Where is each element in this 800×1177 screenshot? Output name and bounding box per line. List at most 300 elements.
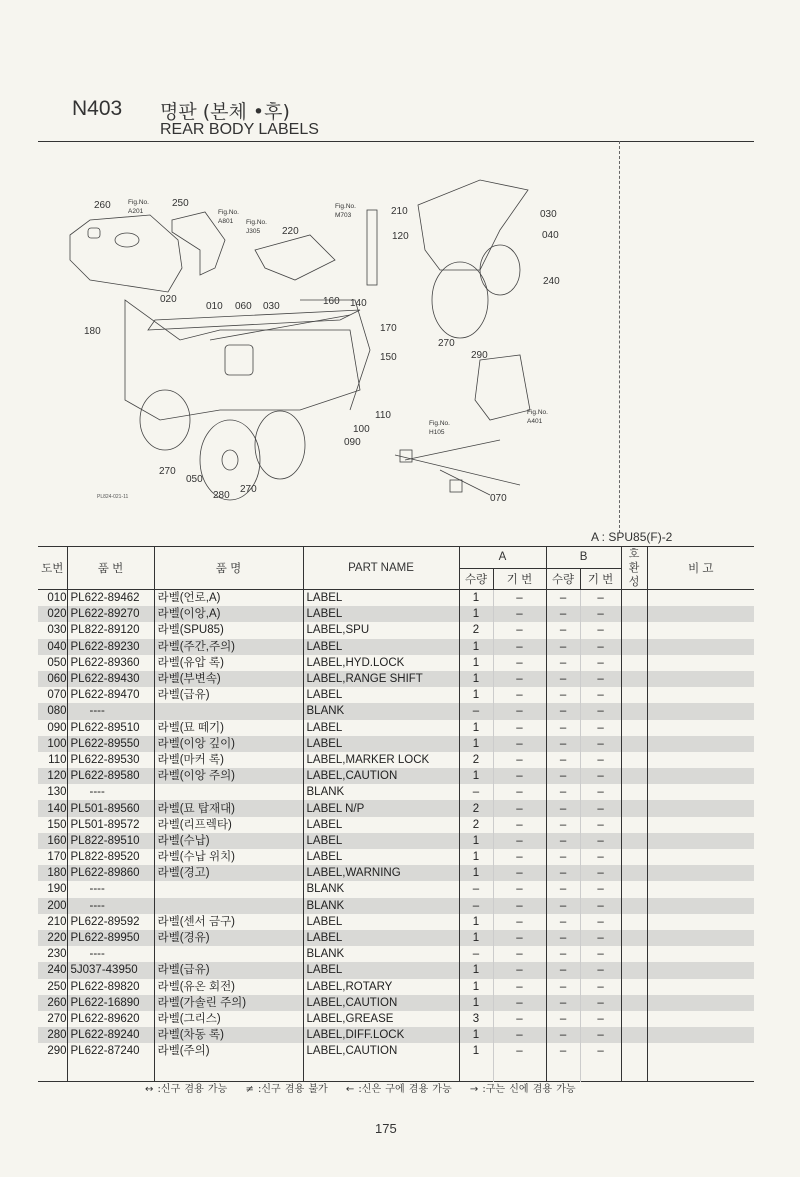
legend-item: ↔ :신구 겸용 가능: [145, 1084, 228, 1095]
row-b-qty: –: [546, 784, 580, 800]
row-ref: 290: [47, 1045, 67, 1058]
row-part-name-kr: 라벨(리프렉타): [154, 817, 303, 833]
row-a-model: –: [493, 768, 546, 784]
table-row: [38, 1011, 754, 1027]
radiator-drawing: [475, 355, 530, 420]
row-a-qty: 1: [459, 1027, 493, 1043]
table-row: [38, 817, 754, 833]
row-part-name-kr: [154, 898, 303, 914]
row-part-name-kr: 라벨(센서 금구): [154, 914, 303, 930]
row-remarks: [647, 671, 754, 687]
row-interchange: [621, 962, 647, 978]
fig-ref-label: Fig.No.: [128, 199, 149, 206]
legend-item: ≠ :신구 겸용 불가: [245, 1084, 328, 1095]
row-interchange: [621, 979, 647, 995]
table-header-row: [38, 547, 754, 569]
row-remarks: [647, 590, 754, 607]
row-a-model: –: [493, 962, 546, 978]
callout-050: 050: [186, 474, 203, 485]
row-part-name-kr: 라벨(가솔린 주의): [154, 995, 303, 1011]
row-part-name-kr: 라벨(급유): [154, 962, 303, 978]
row-part-name: LABEL,CAUTION: [303, 1043, 459, 1059]
row-remarks: [647, 752, 754, 768]
row-remarks: [647, 946, 754, 962]
callout-100: 100: [353, 424, 370, 435]
row-b-model: –: [580, 800, 621, 816]
fig-ref-label: Fig.No.: [429, 420, 450, 427]
row-interchange: [621, 930, 647, 946]
row-b-qty: –: [546, 817, 580, 833]
row-remarks: [647, 817, 754, 833]
row-interchange: [621, 590, 647, 607]
row-ref: 150: [47, 818, 67, 831]
row-a-qty: 1: [459, 849, 493, 865]
row-a-qty: 1: [459, 930, 493, 946]
callout-060: 060: [235, 301, 252, 312]
row-a-qty: 2: [459, 800, 493, 816]
callout-120: 120: [392, 231, 409, 242]
col-header-a-model: 기 번: [493, 568, 546, 590]
table-row: [38, 703, 754, 719]
row-part-no: PL822-89510: [67, 833, 154, 849]
interchange-char: 성: [628, 576, 640, 588]
row-a-model: –: [493, 736, 546, 752]
row-remarks: [647, 898, 754, 914]
row-part-no: 5J037-43950: [67, 962, 154, 978]
table-row: [38, 622, 754, 638]
row-b-model: –: [580, 914, 621, 930]
row-part-name: LABEL: [303, 590, 459, 607]
row-part-name: LABEL,GREASE: [303, 1011, 459, 1027]
spacer-cell: [546, 1059, 580, 1082]
row-b-qty: –: [546, 898, 580, 914]
callout-030-main: 030: [263, 301, 280, 312]
col-header-a-qty: 수량: [459, 568, 493, 590]
row-a-qty: 1: [459, 720, 493, 736]
interchange-legend: [145, 1080, 590, 1095]
callout-010: 010: [206, 301, 223, 312]
row-b-qty: –: [546, 914, 580, 930]
row-b-qty: –: [546, 881, 580, 897]
row-interchange: [621, 1011, 647, 1027]
row-b-qty: –: [546, 606, 580, 622]
row-part-no: PL622-89510: [67, 720, 154, 736]
row-remarks: [647, 655, 754, 671]
row-b-qty: –: [546, 865, 580, 881]
row-remarks: [647, 606, 754, 622]
row-remarks: [647, 914, 754, 930]
fig-ref-label: Fig.No.: [335, 203, 356, 210]
row-b-model: –: [580, 687, 621, 703]
row-part-name: LABEL,CAUTION: [303, 995, 459, 1011]
row-interchange: [621, 736, 647, 752]
row-remarks: [647, 768, 754, 784]
row-part-name-kr: 라벨(이앙 깊이): [154, 736, 303, 752]
callout-140: 140: [350, 298, 367, 309]
row-part-no: PL622-89950: [67, 930, 154, 946]
row-a-model: –: [493, 671, 546, 687]
row-a-qty: 1: [459, 736, 493, 752]
row-b-qty: –: [546, 833, 580, 849]
header-rule: [38, 141, 754, 142]
row-a-qty: –: [459, 703, 493, 719]
row-a-qty: 1: [459, 979, 493, 995]
row-interchange: [621, 800, 647, 816]
table-row: [38, 1043, 754, 1059]
row-part-name-kr: 라벨(유온 회전): [154, 979, 303, 995]
page-number: 175: [375, 1121, 397, 1136]
row-remarks: [647, 849, 754, 865]
table-row: [38, 720, 754, 736]
fig-ref-j305: J305: [246, 228, 261, 235]
col-header-b-model: 기 번: [580, 568, 621, 590]
row-b-model: –: [580, 898, 621, 914]
fig-ref-label: Fig.No.: [527, 409, 548, 416]
row-b-model: –: [580, 736, 621, 752]
table-row: [38, 881, 754, 897]
row-ref: 220: [38, 930, 67, 946]
row-part-name-kr: 라벨(이앙,A): [154, 606, 303, 622]
row-part-name-kr: 라벨(수납 위치): [154, 849, 303, 865]
row-b-qty: –: [546, 736, 580, 752]
section-title-korean: 명판 (본체 •후): [160, 101, 290, 123]
row-ref: 270: [47, 1012, 67, 1025]
row-remarks: [647, 736, 754, 752]
row-ref: 140: [38, 800, 67, 816]
row-b-qty: –: [546, 590, 580, 607]
row-b-model: –: [580, 671, 621, 687]
parts-illustration: [60, 150, 615, 525]
row-a-model: –: [493, 898, 546, 914]
row-part-no: PL501-89572: [67, 817, 154, 833]
row-part-name-kr: 라벨(주의): [154, 1043, 303, 1059]
table-spacer-row: [38, 1059, 754, 1082]
callout-240: 240: [543, 276, 560, 287]
table-row: [38, 639, 754, 655]
row-part-name: LABEL N/P: [303, 800, 459, 816]
illustration-svg: [60, 150, 615, 525]
row-a-qty: 2: [459, 752, 493, 768]
row-interchange: [621, 622, 647, 638]
row-ref: 240: [38, 962, 67, 978]
callout-040: 040: [542, 230, 559, 241]
row-a-model: –: [493, 979, 546, 995]
row-interchange: [621, 639, 647, 655]
row-ref: 210: [47, 915, 67, 928]
row-remarks: [647, 979, 754, 995]
row-ref: 190: [47, 883, 67, 896]
row-part-name: LABEL: [303, 687, 459, 703]
row-b-model: –: [580, 655, 621, 671]
row-part-no: PL622-16890: [67, 995, 154, 1011]
col-header-ref: 도번: [41, 563, 64, 575]
table-row: [38, 671, 754, 687]
row-part-name: LABEL: [303, 849, 459, 865]
row-b-model: –: [580, 590, 621, 607]
row-part-no: ----: [67, 784, 154, 800]
callout-030: 030: [540, 209, 557, 220]
row-a-model: –: [493, 703, 546, 719]
callout-150: 150: [380, 352, 397, 363]
spacer-cell: [38, 1059, 67, 1082]
row-interchange: [621, 881, 647, 897]
callout-020: 020: [160, 294, 177, 305]
row-part-name: LABEL: [303, 639, 459, 655]
row-part-name-kr: 라벨(경고): [154, 865, 303, 881]
row-b-model: –: [580, 930, 621, 946]
table-row: [38, 946, 754, 962]
row-a-model: –: [493, 687, 546, 703]
row-part-name-kr: 라벨(SPU85): [154, 622, 303, 638]
row-interchange: [621, 946, 647, 962]
row-part-name-kr: 라벨(그리스): [154, 1011, 303, 1027]
section-title-english: REAR BODY LABELS: [160, 121, 319, 138]
row-b-model: –: [580, 881, 621, 897]
row-a-qty: 1: [459, 914, 493, 930]
row-part-no: PL622-89462: [67, 590, 154, 607]
row-b-qty: –: [546, 800, 580, 816]
row-a-model: –: [493, 995, 546, 1011]
row-part-name: LABEL,DIFF.LOCK: [303, 1027, 459, 1043]
row-interchange: [621, 720, 647, 736]
table-row: [38, 962, 754, 978]
row-b-model: –: [580, 833, 621, 849]
row-b-qty: –: [546, 962, 580, 978]
row-b-qty: –: [546, 1043, 580, 1059]
table-row: [38, 736, 754, 752]
callout-210: 210: [391, 206, 408, 217]
row-part-name: LABEL: [303, 833, 459, 849]
illustration-caption: PL824-021-11: [97, 494, 129, 500]
row-b-qty: –: [546, 1011, 580, 1027]
row-remarks: [647, 784, 754, 800]
row-ref: 120: [38, 768, 67, 784]
row-interchange: [621, 784, 647, 800]
row-part-name: LABEL: [303, 817, 459, 833]
row-part-name-kr: 라벨(묘 탑재대): [154, 800, 303, 816]
row-part-no: PL622-89550: [67, 736, 154, 752]
machine-body-drawing: [125, 300, 360, 420]
row-part-name-kr: 라벨(경유): [154, 930, 303, 946]
row-a-model: –: [493, 622, 546, 638]
spacer-cell: [67, 1059, 154, 1082]
row-part-no: PL622-87240: [67, 1043, 154, 1059]
table-row: [38, 833, 754, 849]
figure-divider: [619, 141, 620, 533]
row-part-name: BLANK: [303, 784, 459, 800]
row-part-no: ----: [67, 946, 154, 962]
spacer-cell: [154, 1059, 303, 1082]
row-remarks: [647, 881, 754, 897]
row-ref: 130: [47, 786, 67, 799]
row-interchange: [621, 752, 647, 768]
row-part-name: LABEL,HYD.LOCK: [303, 655, 459, 671]
row-remarks: [647, 962, 754, 978]
callout-170: 170: [380, 323, 397, 334]
row-a-model: –: [493, 865, 546, 881]
row-interchange: [621, 914, 647, 930]
row-part-name: LABEL,SPU: [303, 622, 459, 638]
row-ref: 030: [47, 624, 67, 637]
row-b-qty: –: [546, 995, 580, 1011]
row-remarks: [647, 622, 754, 638]
row-part-name-kr: 라벨(이앙 주의): [154, 768, 303, 784]
row-a-model: –: [493, 833, 546, 849]
row-a-model: –: [493, 590, 546, 607]
callout-270-b: 270: [240, 484, 257, 495]
row-ref: 260: [38, 995, 67, 1011]
row-b-qty: –: [546, 671, 580, 687]
row-b-qty: –: [546, 768, 580, 784]
fuel-tank-drawing: [70, 215, 182, 292]
row-remarks: [647, 995, 754, 1011]
row-b-qty: –: [546, 687, 580, 703]
table-row: [38, 687, 754, 703]
row-ref: 200: [38, 898, 67, 914]
row-a-qty: 1: [459, 1043, 493, 1059]
row-a-qty: –: [459, 881, 493, 897]
callout-250: 250: [172, 198, 189, 209]
row-part-no: ----: [67, 898, 154, 914]
fig-ref-label: Fig.No.: [218, 209, 239, 216]
row-part-name-kr: 라벨(묘 떼기): [154, 720, 303, 736]
row-b-qty: –: [546, 655, 580, 671]
row-a-qty: –: [459, 898, 493, 914]
row-a-qty: 1: [459, 655, 493, 671]
row-part-no: PL622-89620: [67, 1011, 154, 1027]
row-ref: 250: [47, 980, 67, 993]
row-ref: 010: [47, 592, 67, 605]
row-part-name: BLANK: [303, 703, 459, 719]
row-part-name: LABEL,RANGE SHIFT: [303, 671, 459, 687]
row-part-name-kr: [154, 881, 303, 897]
row-interchange: [621, 849, 647, 865]
table-row: [38, 768, 754, 784]
row-a-model: –: [493, 800, 546, 816]
table-row: [38, 849, 754, 865]
row-a-model: –: [493, 930, 546, 946]
row-b-qty: –: [546, 849, 580, 865]
row-ref: 100: [38, 736, 67, 752]
table-row: [38, 784, 754, 800]
table-row: [38, 655, 754, 671]
row-part-name: BLANK: [303, 881, 459, 897]
row-a-qty: 1: [459, 768, 493, 784]
row-b-model: –: [580, 784, 621, 800]
row-remarks: [647, 720, 754, 736]
row-part-name-kr: 라벨(급유): [154, 687, 303, 703]
row-b-model: –: [580, 1043, 621, 1059]
row-ref: 060: [38, 671, 67, 687]
row-b-model: –: [580, 962, 621, 978]
row-ref: 080: [38, 703, 67, 719]
row-a-model: –: [493, 784, 546, 800]
callout-070: 070: [490, 493, 507, 504]
row-b-qty: –: [546, 1027, 580, 1043]
row-remarks: [647, 639, 754, 655]
row-part-no: PL622-89430: [67, 671, 154, 687]
fig-ref-h105: H105: [429, 429, 445, 436]
table-row: [38, 800, 754, 816]
row-a-qty: 1: [459, 590, 493, 607]
row-part-name: LABEL,CAUTION: [303, 768, 459, 784]
model-note: A : SPU85(F)-2: [591, 530, 673, 544]
table-row: [38, 995, 754, 1011]
row-ref: 170: [47, 851, 67, 864]
callout-260: 260: [94, 200, 111, 211]
row-b-qty: –: [546, 979, 580, 995]
row-b-model: –: [580, 639, 621, 655]
row-interchange: [621, 606, 647, 622]
callout-090: 090: [344, 437, 361, 448]
interchange-char: 호: [628, 548, 640, 560]
callout-180: 180: [84, 326, 101, 337]
callout-280: 280: [213, 490, 230, 501]
row-b-qty: –: [546, 639, 580, 655]
row-a-model: –: [493, 849, 546, 865]
row-b-qty: –: [546, 703, 580, 719]
row-part-no: PL622-89230: [67, 639, 154, 655]
row-part-name: LABEL,WARNING: [303, 865, 459, 881]
row-a-qty: 1: [459, 865, 493, 881]
row-interchange: [621, 1027, 647, 1043]
row-part-name: LABEL: [303, 962, 459, 978]
row-part-name-kr: 라벨(수납): [154, 833, 303, 849]
table-row: [38, 930, 754, 946]
col-header-group-b: B: [546, 547, 621, 569]
col-header-part-name: PART NAME: [303, 547, 459, 590]
row-interchange: [621, 768, 647, 784]
row-remarks: [647, 865, 754, 881]
fig-ref-a801: A801: [218, 218, 234, 225]
col-header-interchange: [621, 547, 647, 590]
row-a-model: –: [493, 1027, 546, 1043]
row-a-qty: 1: [459, 995, 493, 1011]
interchange-char: 환: [628, 562, 640, 574]
row-ref: 070: [47, 689, 67, 702]
row-b-model: –: [580, 979, 621, 995]
callout-labels: [84, 198, 560, 504]
row-part-name-kr: 라벨(마커 록): [154, 752, 303, 768]
rod-drawing: [367, 210, 377, 285]
fig-ref-a201: A201: [128, 208, 144, 215]
spacer-cell: [580, 1059, 621, 1082]
table-row: [38, 914, 754, 930]
row-a-qty: 1: [459, 833, 493, 849]
row-interchange: [621, 995, 647, 1011]
table-row: [38, 606, 754, 622]
row-part-name: LABEL: [303, 914, 459, 930]
row-part-no: PL622-89820: [67, 979, 154, 995]
row-a-model: –: [493, 881, 546, 897]
row-a-qty: 1: [459, 606, 493, 622]
row-interchange: [621, 687, 647, 703]
row-b-qty: –: [546, 930, 580, 946]
callout-270-a: 270: [159, 466, 176, 477]
row-remarks: [647, 1011, 754, 1027]
table-row: [38, 979, 754, 995]
row-ref: 230: [47, 948, 67, 961]
row-part-no: ----: [67, 703, 154, 719]
row-a-model: –: [493, 720, 546, 736]
spacer-cell: [459, 1059, 493, 1082]
row-b-qty: –: [546, 946, 580, 962]
row-part-no: PL622-89580: [67, 768, 154, 784]
row-interchange: [621, 865, 647, 881]
table-row: [38, 590, 754, 607]
row-part-name-kr: 라벨(부변속): [154, 671, 303, 687]
row-ref: 160: [38, 833, 67, 849]
